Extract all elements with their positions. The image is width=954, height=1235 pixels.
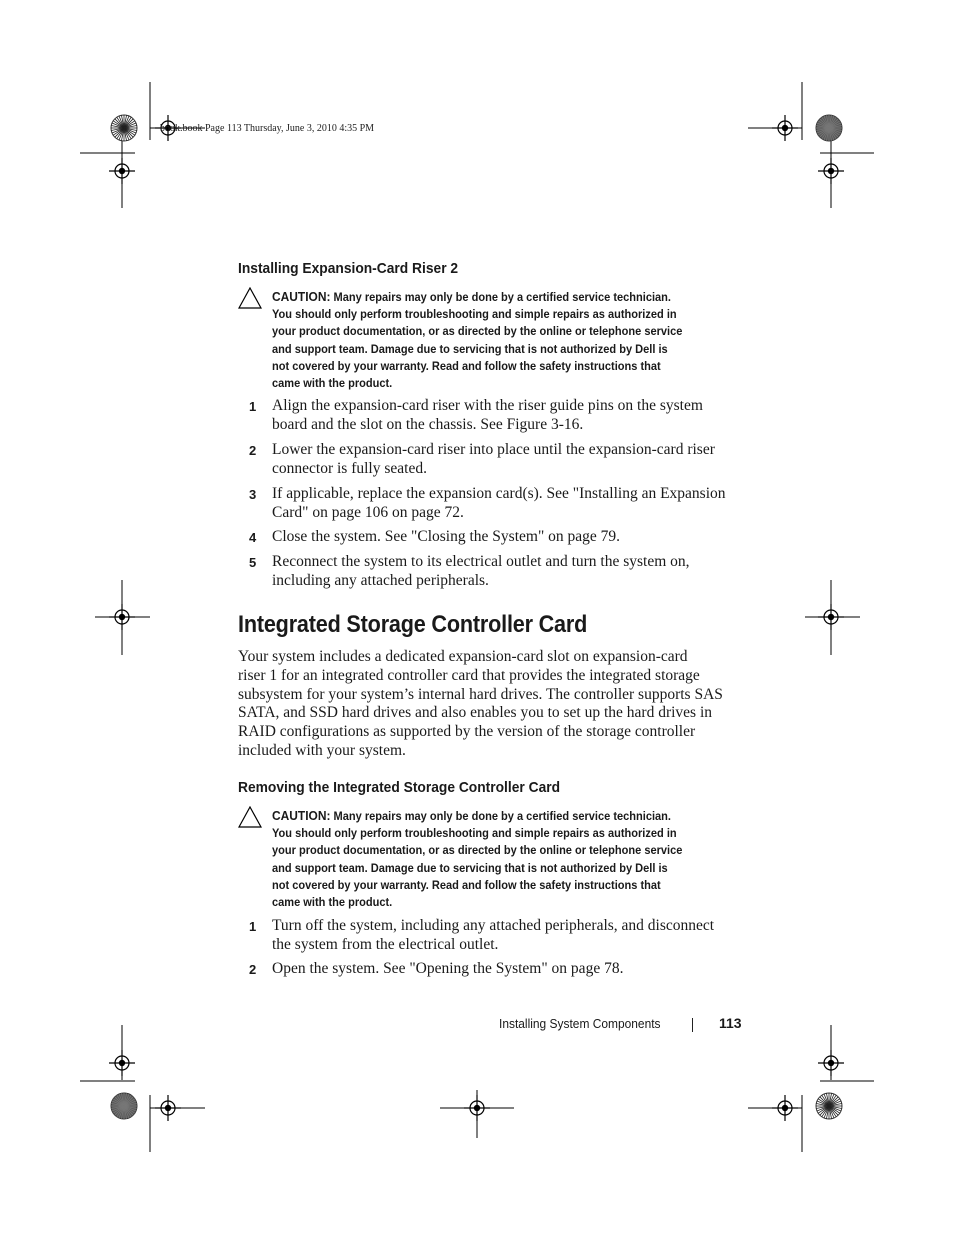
step-line: Open the system. See "Opening the System" on page 78. xyxy=(272,960,624,977)
step-text xyxy=(272,960,742,979)
caution-line: your product documentation, or as directed by the online or telephone service xyxy=(272,324,683,339)
section-heading-removing-controller: Removing the Integrated Storage Controller Card xyxy=(238,779,561,796)
para-line: subsystem for your system’s internal hard drives. The controller supports SAS xyxy=(238,685,723,703)
caution-line: not covered by your warranty. Read and follow the safety instructions that xyxy=(272,358,661,373)
caution-line: your product documentation, or as directed by the online or telephone service xyxy=(272,843,683,858)
step-number: 2 xyxy=(249,962,257,977)
step-number: 1 xyxy=(249,919,257,934)
step-line: Align the expansion-card riser with the riser guide pins on the system xyxy=(272,397,703,414)
step-text xyxy=(272,917,742,955)
step-text xyxy=(272,441,742,479)
caution-line: You should only perform troubleshooting and simple repairs as authorized in xyxy=(272,826,677,841)
footer-separator xyxy=(692,1018,693,1032)
registration-crosshair xyxy=(818,604,844,630)
step-line: board and the slot on the chassis. See Figure 3-16. xyxy=(272,415,584,433)
para-line: RAID configurations as supported by the version of the storage controller xyxy=(238,723,696,741)
registration-crosshair xyxy=(109,604,135,630)
step-text xyxy=(272,528,742,547)
step-text xyxy=(272,397,742,435)
registration-crosshair xyxy=(464,1095,490,1121)
step-line: the system from the electrical outlet. xyxy=(272,935,499,953)
para-line: Your system includes a dedicated expansion-card slot on expansion-card xyxy=(238,648,688,665)
step-line: Card" on page 106 on page 72. xyxy=(272,503,464,521)
caution-line: and support team. Damage due to servicing that is not authorized by Dell is xyxy=(272,341,668,356)
para-line: riser 1 for an integrated controller card that provides the integrated storage xyxy=(238,666,700,684)
registration-crosshair xyxy=(772,115,798,141)
step-line: Reconnect the system to its electrical outlet and turn the system on, xyxy=(272,553,690,570)
registration-crosshair xyxy=(109,1050,135,1076)
registration-crosshair xyxy=(155,1095,181,1121)
section-title: Integrated Storage Controller Card xyxy=(238,611,588,638)
step-number: 4 xyxy=(249,530,257,545)
step-line: If applicable, replace the expansion card(s). See "Installing an Expansion xyxy=(272,485,726,502)
step-line: connector is fully seated. xyxy=(272,459,427,477)
step-number: 5 xyxy=(249,555,257,570)
caution-label: CAUTION: xyxy=(272,808,331,823)
registration-wheel xyxy=(816,115,842,141)
step-number: 2 xyxy=(249,443,257,458)
para-line: SATA, and SSD hard drives and also enables you to set up the hard drives in xyxy=(238,704,713,722)
step-line: Turn off the system, including any attached peripherals, and disconnect xyxy=(272,917,715,934)
registration-wheel xyxy=(111,115,137,141)
caution-icon xyxy=(238,287,262,309)
registration-crosshair xyxy=(772,1095,798,1121)
registration-crosshair xyxy=(818,158,844,184)
page-number: 113 xyxy=(719,1015,742,1031)
registration-wheel xyxy=(111,1093,137,1119)
step-line: Close the system. See "Closing the System" on page 79. xyxy=(272,528,621,545)
caution-line: came with the product. xyxy=(272,376,393,391)
registration-crosshair xyxy=(818,1050,844,1076)
caution-line: came with the product. xyxy=(272,895,393,910)
caution-line: You should only perform troubleshooting and simple repairs as authorized in xyxy=(272,307,677,322)
caution-line: Many repairs may only be done by a certified service technician. xyxy=(330,290,672,304)
caution-notice xyxy=(272,288,695,392)
caution-line: Many repairs may only be done by a certified service technician. xyxy=(330,809,672,823)
step-line: Lower the expansion-card riser into place until the expansion-card riser xyxy=(272,441,715,458)
caution-notice xyxy=(272,807,695,911)
caution-line: not covered by your warranty. Read and follow the safety instructions that xyxy=(272,877,661,892)
step-number: 3 xyxy=(249,487,257,502)
step-text xyxy=(272,553,742,591)
para-line: included with your system. xyxy=(238,741,406,759)
caution-icon xyxy=(238,806,262,828)
step-number: 1 xyxy=(249,399,257,414)
footer-chapter-title: Installing System Components xyxy=(499,1016,661,1031)
section-heading-installing-riser: Installing Expansion-Card Riser 2 xyxy=(238,260,459,277)
registration-wheel xyxy=(816,1093,842,1119)
caution-line: and support team. Damage due to servicing that is not authorized by Dell is xyxy=(272,860,668,875)
registration-crosshair xyxy=(109,158,135,184)
step-text xyxy=(272,485,742,523)
page-header-slug: book.book Page 113 Thursday, June 3, 2010 4:35 PM xyxy=(160,123,375,134)
body-paragraph xyxy=(238,648,738,761)
caution-label: CAUTION: xyxy=(272,289,331,304)
step-line: including any attached peripherals. xyxy=(272,571,489,589)
